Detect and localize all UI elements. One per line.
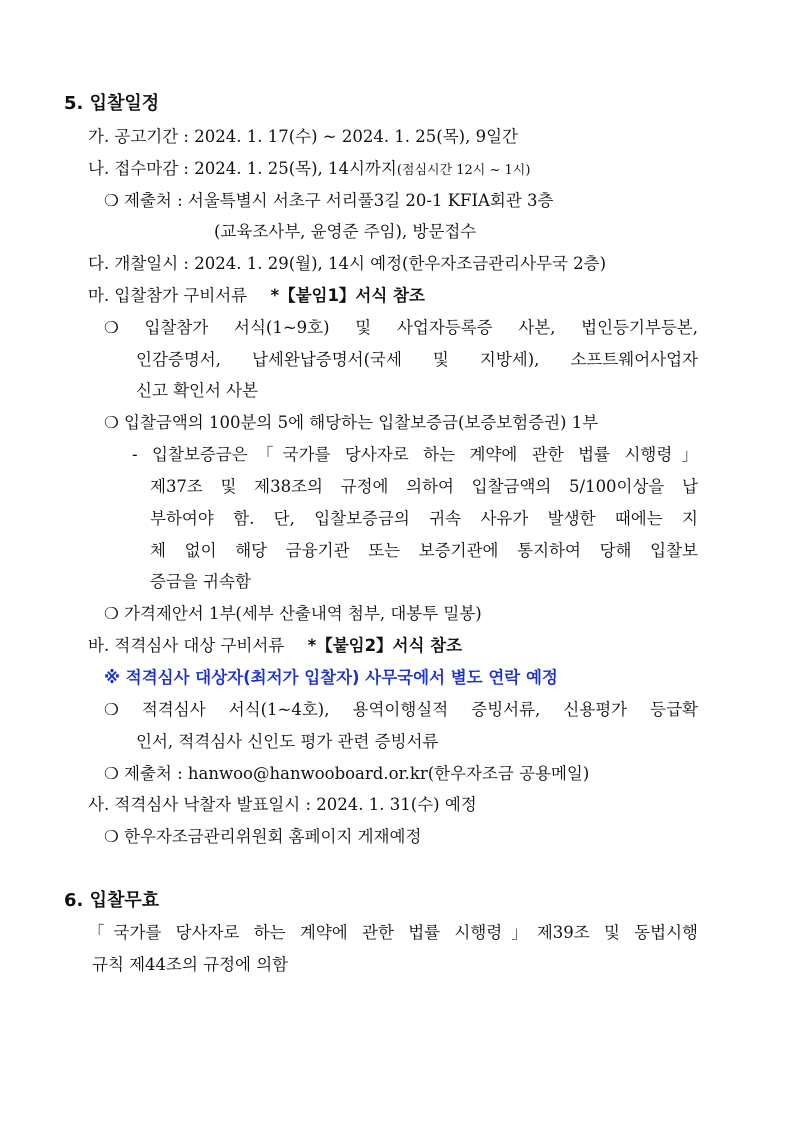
ma-item2: ❍ 입찰금액의 100분의 5에 해당하는 입찰보증금(보증보험증권) 1부 <box>104 413 599 432</box>
schedule-na <box>88 157 530 183</box>
submit-place-line2: (교육조사부, 윤영준 주임), 방문접수 <box>214 222 477 241</box>
section6-line2: 규칙 제44조의 규정에 의함 <box>92 955 289 974</box>
ma-dash-line4 <box>150 539 698 563</box>
ba-notice: ※ 적격심사 대상자(최저가 입찰자) 사무국에서 별도 연락 예정 <box>104 668 558 687</box>
ma-item1-line2 <box>136 348 698 372</box>
schedule-ma-ref: *【붙임1】서식 참조 <box>270 286 425 305</box>
ma-dash-line4-text: 체 없이 해당 금융기관 또는 보증기관에 통지하여 당해 입찰보 <box>150 541 698 560</box>
ma-item1-line3: 신고 확인서 사본 <box>136 381 259 400</box>
ma-item1-line1-text: ❍ 입찰참가 서식(1~9호) 및 사업자등록증 사본, 법인등기부등본, <box>104 318 698 337</box>
section6-line1 <box>88 921 698 945</box>
ma-dash-line3-text: 부하여야 함. 단, 입찰보증금의 귀속 사유가 발생한 때에는 지 <box>150 509 698 528</box>
schedule-ba-label: 바. 적격심사 대상 구비서류 <box>88 636 285 655</box>
schedule-da: 다. 개찰일시 : 2024. 1. 29(월), 14시 예정(한우자조금관리사무국 2층) <box>88 254 607 273</box>
schedule-sa: 사. 적격심사 낙찰자 발표일시 : 2024. 1. 31(수) 예정 <box>88 795 477 814</box>
ba-item1-line2: 인서, 적격심사 신인도 평가 관련 증빙서류 <box>136 732 439 751</box>
ba-item1-line1-text: ❍ 적격심사 서식(1~4호), 용역이행실적 증빙서류, 신용평가 등급확 <box>104 700 698 719</box>
ma-dash-line3 <box>150 507 698 531</box>
ma-dash-line2-text: 제37조 및 제38조의 규정에 의하여 입찰금액의 5/100이상을 납 <box>150 477 698 496</box>
schedule-ma-label: 마. 입찰참가 구비서류 <box>88 286 248 305</box>
ma-item1-line1 <box>104 316 698 340</box>
ba-item1-line1 <box>104 698 698 722</box>
schedule-ba <box>88 634 462 658</box>
ma-dash-line5: 증금을 귀속함 <box>150 572 251 591</box>
ma-dash-line1-text: - 입찰보증금은「국가를 당사자로 하는 계약에 관한 법률 시행령」 <box>132 445 698 464</box>
ma-dash-line2 <box>150 475 698 499</box>
section5-title: 5. 입찰일정 <box>64 93 160 114</box>
ma-item1-line2-text: 인감증명서, 납세완납증명서(국세 및 지방세), 소프트웨어사업자 <box>136 350 698 369</box>
ba-item2: ❍ 제출처 : hanwoo@hanwooboard.or.kr(한우자조금 공용메일) <box>104 764 590 783</box>
section6-title: 6. 입찰무효 <box>64 890 160 911</box>
section6-line1-text: 「국가를 당사자로 하는 계약에 관한 법률 시행령」제39조 및 동법시행 <box>88 923 698 942</box>
schedule-ga: 가. 공고기간 : 2024. 1. 17(수) ~ 2024. 1. 25(목), 9일간 <box>88 127 518 146</box>
sa-item1: ❍ 한우자조금관리위원회 홈페이지 게재예정 <box>104 827 422 846</box>
schedule-ba-ref: *【붙임2】서식 참조 <box>307 636 463 655</box>
ma-dash-line1 <box>132 443 698 467</box>
schedule-na-label: 나. 접수마감 : 2024. 1. 25(목), 14시까지 <box>88 159 397 178</box>
schedule-na-note: (점심시간 12시 ~ 1시) <box>396 163 531 178</box>
ma-item3: ❍ 가격제안서 1부(세부 산출내역 첨부, 대봉투 밀봉) <box>104 604 482 623</box>
submit-place-line1: ❍ 제출처 : 서울특별시 서초구 서리풀3길 20-1 KFIA회관 3층 <box>104 191 554 210</box>
schedule-ma <box>88 284 425 308</box>
